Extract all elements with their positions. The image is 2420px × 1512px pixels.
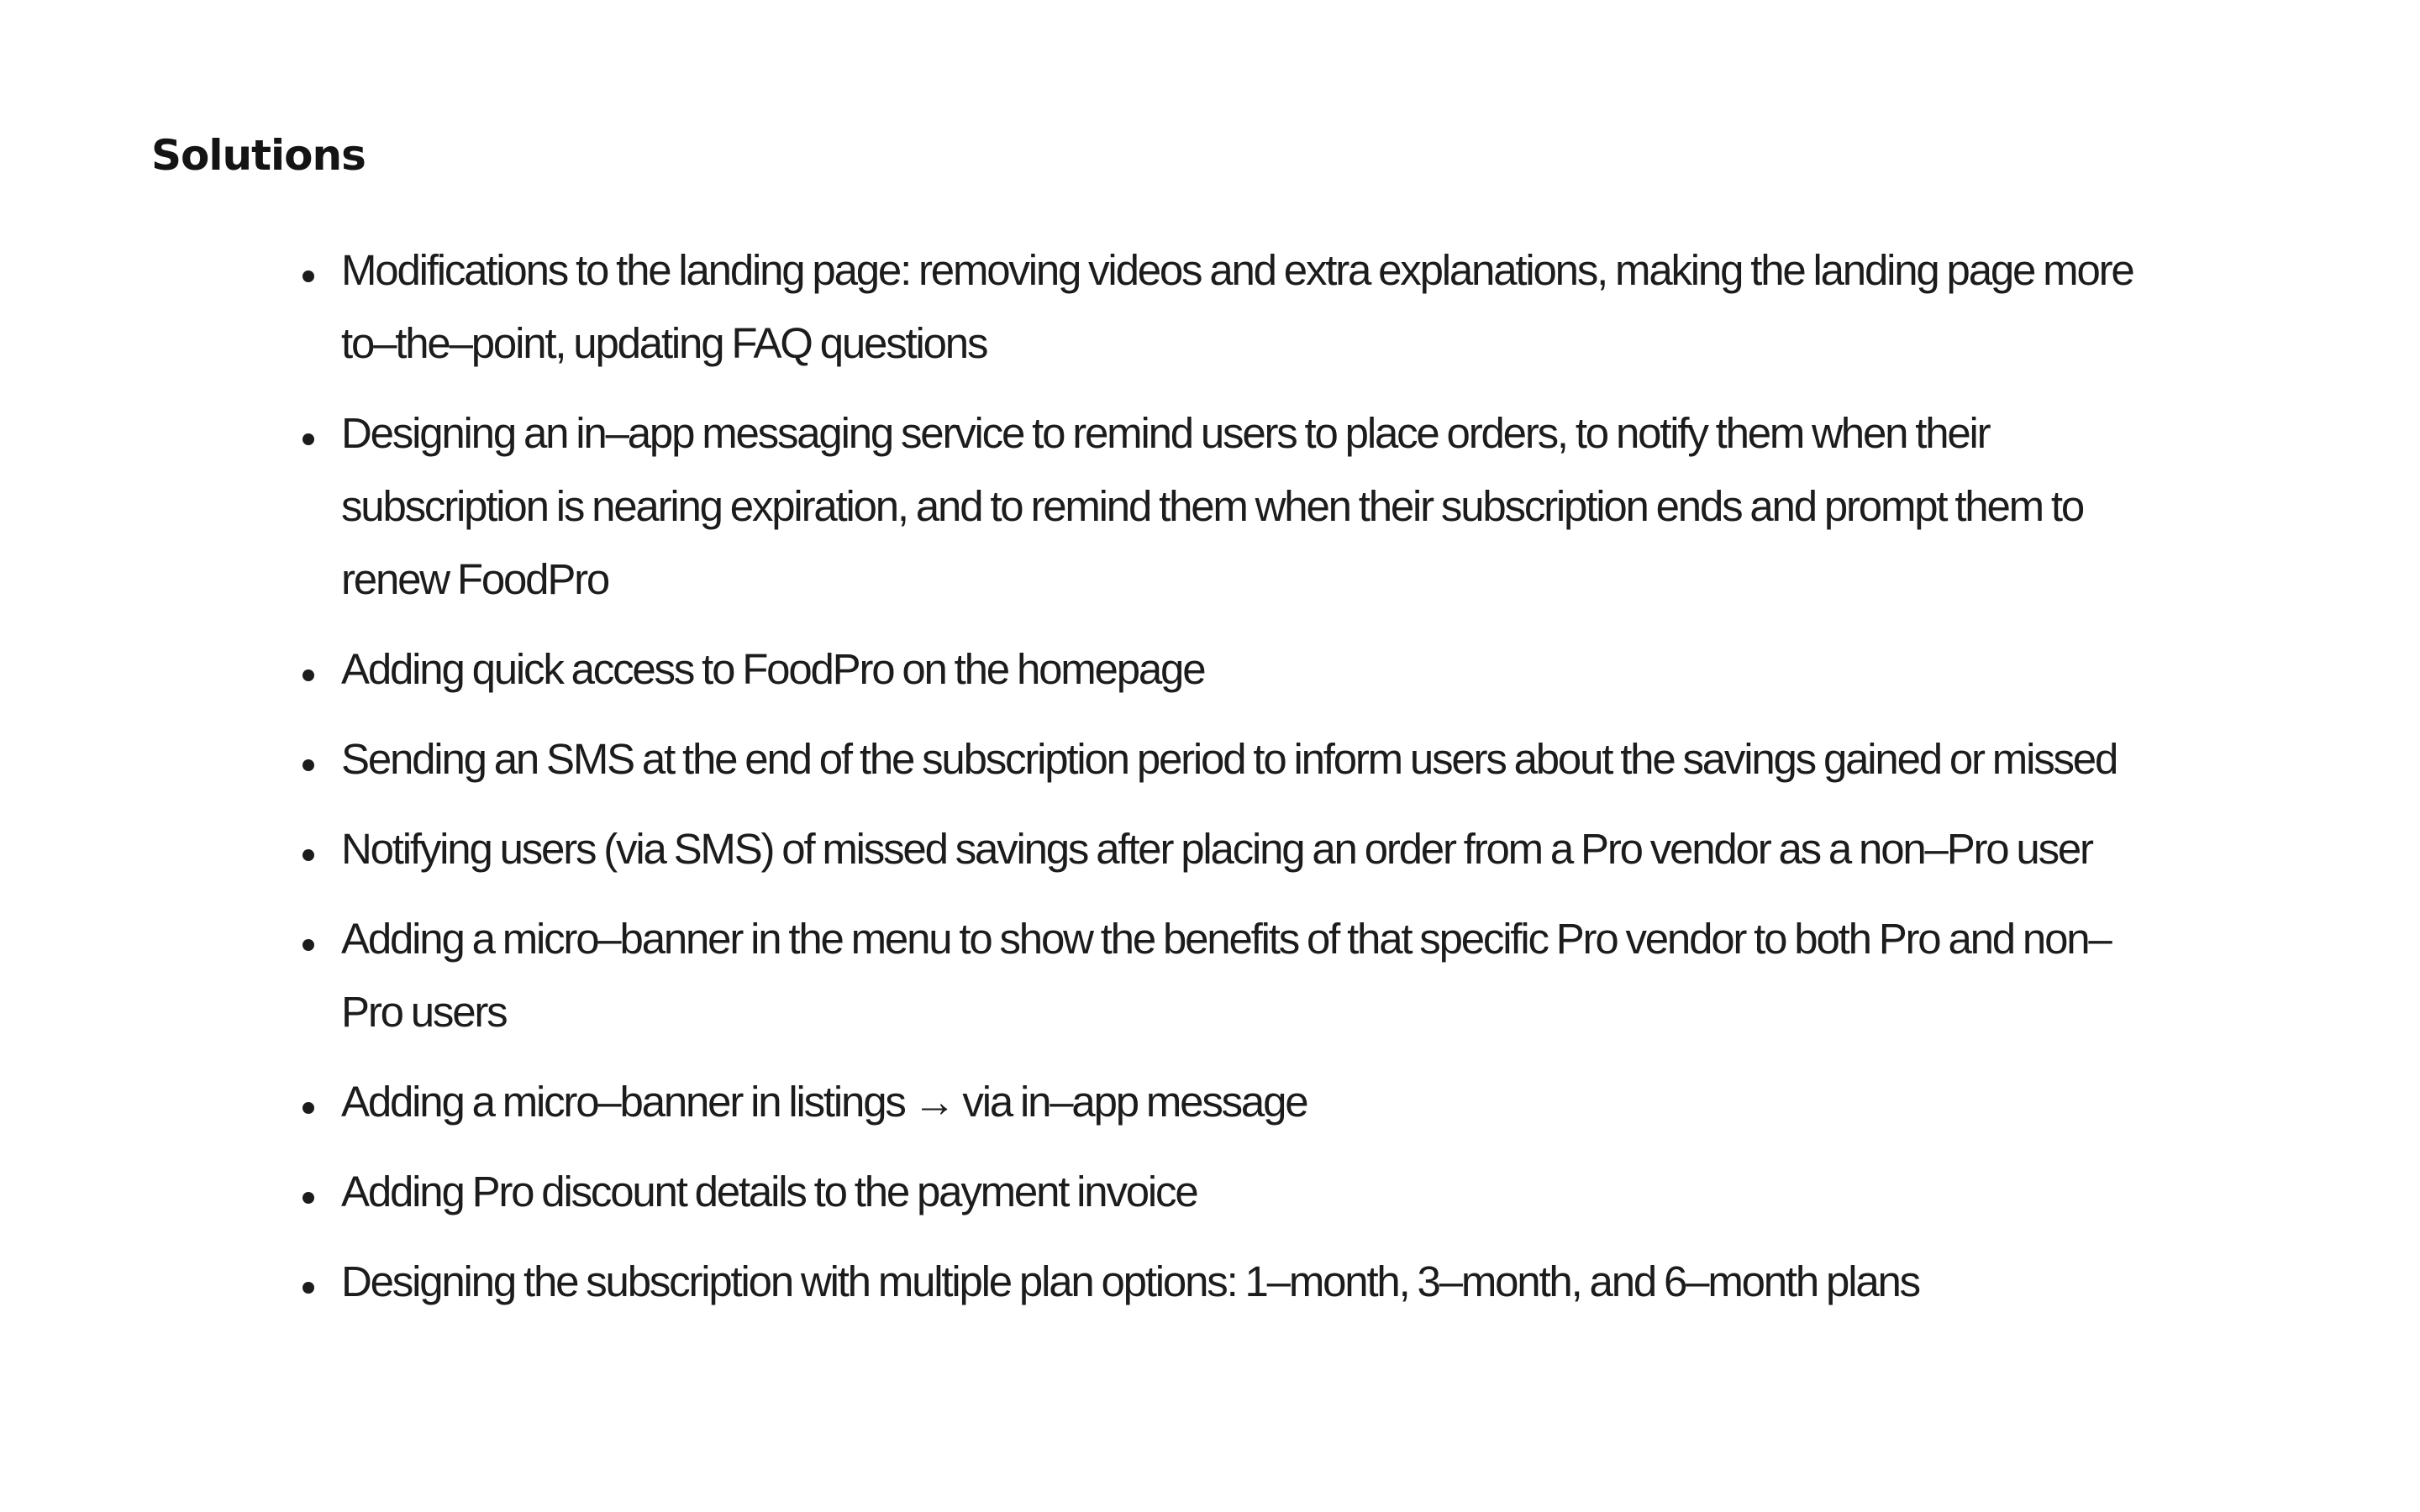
list-item [341, 396, 2168, 616]
section-title: Solutions [151, 131, 366, 180]
bullet-icon [302, 669, 314, 681]
bullet-icon [302, 1282, 314, 1294]
document-page [151, 126, 2252, 1335]
list-item-text: Adding a micro–banner in the menu to show the benefits of that specific Pro vendor to both Pro and non–Pro users [341, 915, 2111, 1036]
solutions-list [151, 234, 2168, 1318]
list-item [341, 812, 2168, 885]
bullet-icon [302, 1192, 314, 1204]
list-item [341, 234, 2168, 380]
list-item [341, 1065, 2168, 1138]
bullet-icon [302, 849, 314, 861]
list-item-text: Designing the subscription with multiple plan options: 1–month, 3–month, and 6–month plans [341, 1257, 1919, 1305]
bullet-icon [302, 1102, 314, 1114]
list-item [341, 902, 2168, 1048]
list-item-text: Notifying users (via SMS) of missed savings after placing an order from a Pro vendor as a non–Pro user [341, 825, 2092, 873]
bullet-icon [302, 270, 314, 282]
list-item [341, 1245, 2168, 1318]
bullet-icon [302, 939, 314, 951]
list-item-text: Adding Pro discount details to the payment invoice [341, 1168, 1197, 1215]
list-item-text: Adding quick access to FoodPro on the homepage [341, 645, 1205, 693]
list-item [341, 633, 2168, 706]
list-item-text: Sending an SMS at the end of the subscription period to inform users about the savings gained or missed [341, 735, 2118, 783]
bullet-icon [302, 433, 314, 445]
bullet-icon [302, 759, 314, 771]
list-item [341, 722, 2168, 795]
list-item-text: Modifications to the landing page: removing videos and extra explanations, making the landing page more to–the–point, updating FAQ questions [341, 246, 2133, 367]
list-item-text: Designing an in–app messaging service to remind users to place orders, to notify them when their subscription is nearing expiration, and to remind them when their subscription ends and prompt them to renew FoodPro [341, 409, 2084, 603]
list-item [341, 1155, 2168, 1228]
list-item-text: Adding a micro–banner in listings → via in–app message [341, 1078, 1307, 1126]
